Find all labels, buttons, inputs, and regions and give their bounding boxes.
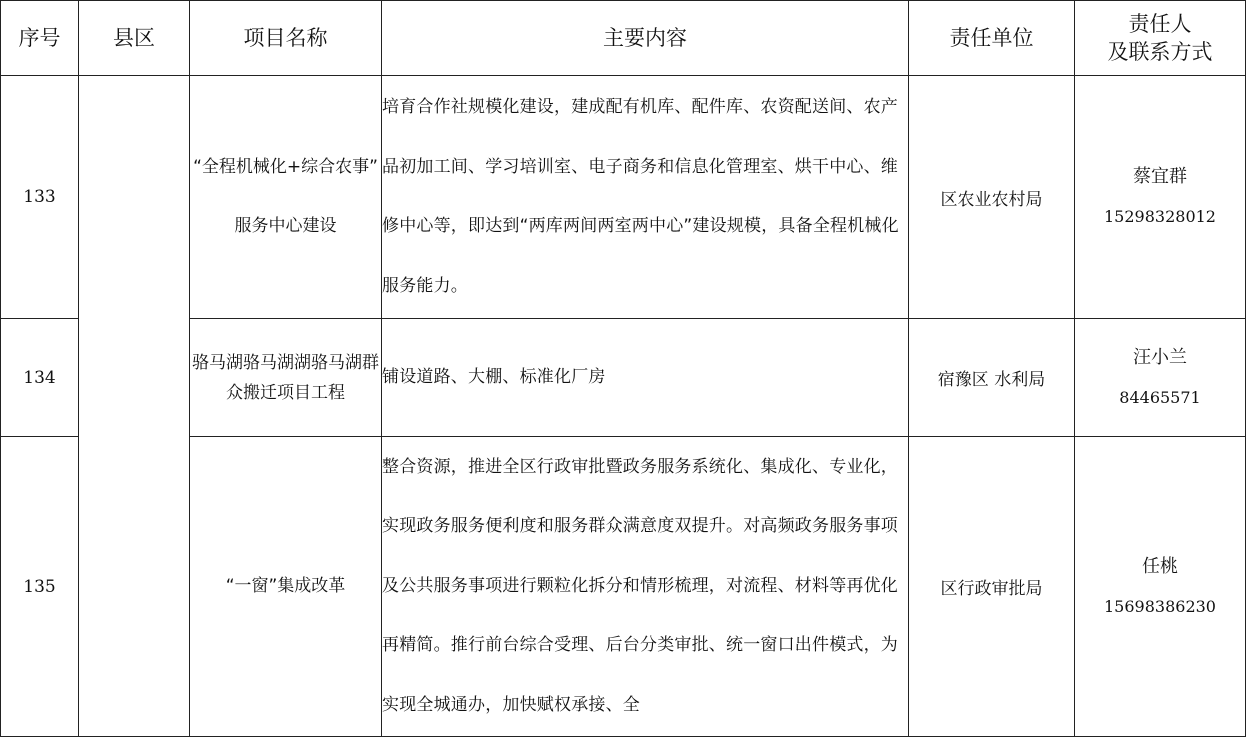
row-index: 133 bbox=[1, 76, 79, 319]
project-name: “一窗”集成改革 bbox=[190, 437, 382, 737]
responsible-unit: 区农业农村局 bbox=[909, 76, 1075, 319]
row-index: 134 bbox=[1, 319, 79, 437]
contact-cell bbox=[1075, 319, 1246, 437]
contact-phone: 84465571 bbox=[1119, 387, 1201, 407]
project-name: 骆马湖骆马湖湖骆马湖群众搬迁项目工程 bbox=[190, 319, 382, 437]
contact-person: 蔡宜群 bbox=[1133, 166, 1187, 187]
header-project: 项目名称 bbox=[190, 1, 382, 76]
project-content: 培育合作社规模化建设，建成配有机库、配件库、农资配送间、农产品初加工间、学习培训室、电子商务和信息化管理室、烘干中心、维修中心等，即达到“两库两间两室两中心”建设规模，具备全程机械化服务能力。 bbox=[382, 76, 909, 319]
responsible-unit: 区行政审批局 bbox=[909, 437, 1075, 737]
contact-cell bbox=[1075, 76, 1246, 319]
project-content: 整合资源，推进全区行政审批暨政务服务系统化、集成化、专业化，实现政务服务便利度和服务群众满意度双提升。对高频政务服务事项及公共服务事项进行颗粒化拆分和情形梳理，对流程、材料等再优化再精简。推行前台综合受理、后台分类审批、统一窗口出件模式，为实现全城通办，加快赋权承接、全 bbox=[382, 437, 909, 737]
header-contact bbox=[1075, 1, 1246, 76]
contact-phone: 15698386230 bbox=[1104, 596, 1216, 616]
header-row bbox=[1, 1, 1246, 76]
responsible-unit: 宿豫区 水利局 bbox=[909, 319, 1075, 437]
table-row bbox=[1, 76, 1246, 319]
header-contact-line2: 及联系方式 bbox=[1107, 40, 1213, 64]
row-index: 135 bbox=[1, 437, 79, 737]
contact-person: 汪小兰 bbox=[1133, 346, 1187, 368]
contact-phone: 15298328012 bbox=[1104, 207, 1216, 226]
project-name: “全程机械化+综合农事” 服务中心建设 bbox=[190, 76, 382, 319]
header-index: 序号 bbox=[1, 1, 79, 76]
header-contact-line1: 责任人 bbox=[1128, 12, 1192, 36]
header-content: 主要内容 bbox=[382, 1, 909, 76]
header-county: 县区 bbox=[79, 1, 190, 76]
county-cell bbox=[79, 76, 190, 737]
header-unit: 责任单位 bbox=[909, 1, 1075, 76]
project-content: 铺设道路、大棚、标准化厂房 bbox=[382, 319, 909, 437]
contact-cell bbox=[1075, 437, 1246, 737]
contact-person: 任桃 bbox=[1142, 555, 1178, 577]
